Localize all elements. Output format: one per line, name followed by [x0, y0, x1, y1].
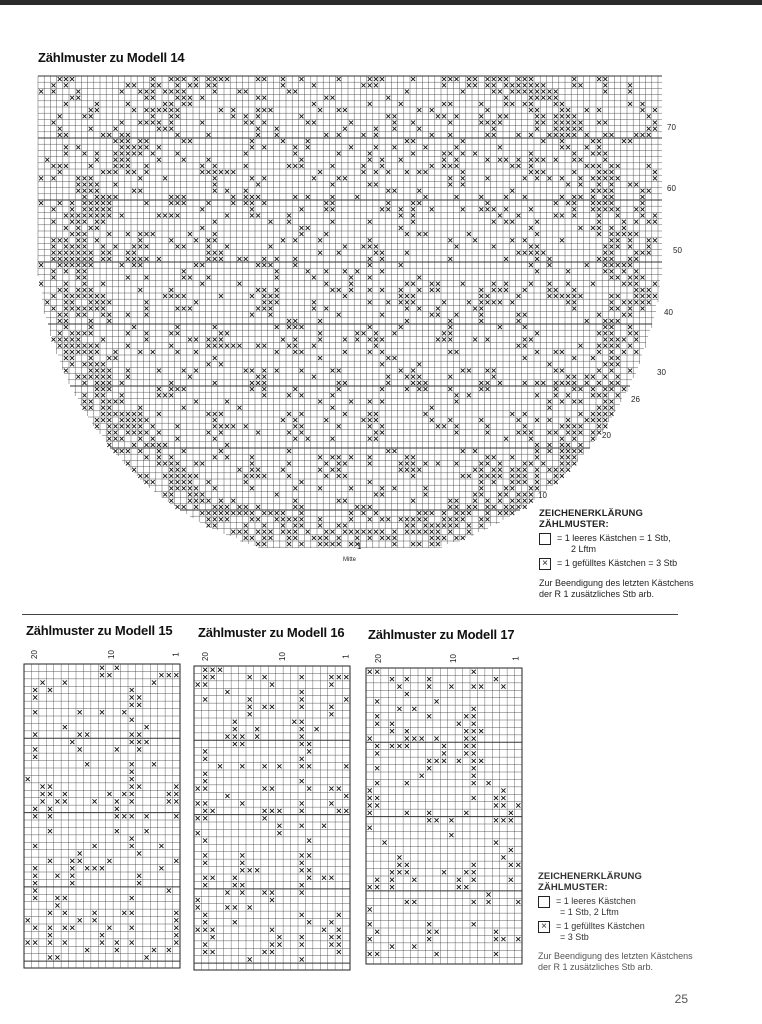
title-model-15: Zählmuster zu Modell 15 [26, 623, 173, 638]
row-label-30: 30 [657, 368, 666, 377]
row-label-60: 60 [667, 184, 676, 193]
row-label-50: 50 [673, 246, 682, 255]
row-label-70: 70 [667, 123, 676, 132]
legend2-filled-text: = 1 gefülltes Kästchen [556, 921, 645, 931]
legend-note: Zur Beendigung des letzten Kästchens der R 1 zusätzliches Stb arb. [539, 578, 694, 599]
legend2-filled-text2: = 3 Stb [560, 932, 589, 942]
col-label-16-20: 20 [200, 652, 210, 661]
title-model-16: Zählmuster zu Modell 16 [198, 625, 345, 640]
legend2-subheading: ZÄHLMUSTER: [538, 882, 608, 893]
col-label-16-10: 10 [277, 652, 287, 661]
chart-model-15 [24, 664, 180, 968]
row-label-40: 40 [664, 308, 673, 317]
legend2-empty-text2: = 1 Stb, 2 Lftm [560, 907, 619, 917]
legend2-note: Zur Beendigung des letzten Kästchens der R 1 zusätzliches Stb arb. [538, 951, 693, 972]
legend2-empty-row [538, 896, 713, 918]
legend-empty-text: = 1 leeres Kästchen = 1 Stb, [557, 533, 671, 543]
title-model-14: Zählmuster zu Modell 14 [38, 50, 185, 65]
legend-empty-text2: 2 Lftm [571, 544, 597, 554]
legend2-filled-row [538, 921, 713, 943]
col-label-16-1: 1 [341, 654, 351, 659]
col-label-15-1: 1 [171, 652, 181, 657]
filled-box-icon: × [539, 558, 551, 570]
legend-small-charts [538, 871, 713, 973]
col-label-15-20: 20 [29, 650, 39, 659]
chart-model-17 [366, 668, 522, 964]
legend-subheading: ZÄHLMUSTER: [539, 519, 609, 530]
legend-heading: ZEICHENERKLÄRUNG [539, 508, 643, 519]
legend2-heading: ZEICHENERKLÄRUNG [538, 871, 642, 882]
row-label-1: 1 [357, 542, 362, 551]
legend-filled-text: = 1 gefülltes Kästchen = 3 Stb [557, 558, 678, 568]
page-number: 25 [674, 992, 688, 1006]
chart-model-16 [194, 666, 350, 970]
row-label-20: 20 [602, 431, 611, 440]
title-model-17: Zählmuster zu Modell 17 [368, 627, 515, 642]
col-label-17-1: 1 [511, 656, 521, 661]
filled-box-icon: × [538, 921, 550, 933]
empty-box-icon [538, 896, 550, 908]
col-label-17-20: 20 [373, 654, 383, 663]
legend2-empty-text: = 1 leeres Kästchen [556, 896, 636, 906]
col-label-15-10: 10 [106, 650, 116, 659]
row-label-26: 26 [631, 395, 640, 404]
row-label-10: 10 [538, 491, 547, 500]
center-label: Mitte [343, 557, 357, 563]
col-label-17-10: 10 [448, 654, 458, 663]
